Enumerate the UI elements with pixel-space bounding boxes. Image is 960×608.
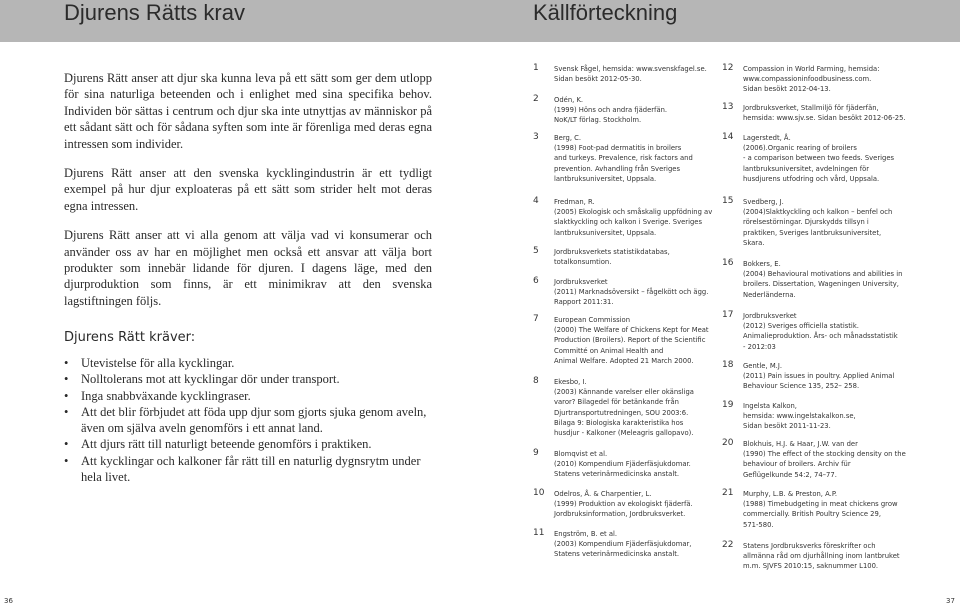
reference-number: 15 — [722, 196, 734, 206]
reference-number: 3 — [533, 132, 539, 142]
reference-number: 2 — [533, 94, 539, 104]
bullet-icon: • — [64, 372, 69, 387]
reference-number: 7 — [533, 314, 539, 324]
bullet-icon: • — [64, 388, 69, 403]
reference-number: 4 — [533, 196, 539, 206]
reference-number: 17 — [722, 310, 734, 320]
reference-number: 9 — [533, 448, 539, 458]
list-item: • Utevistelse för alla kycklingar. — [64, 356, 235, 370]
list-item: • Att djurs rätt till naturligt beteende genomförs i praktiken. — [64, 437, 372, 452]
paragraph-1: Djurens Rätt anser att djur ska kunna leva på ett sätt som ger dem utlopp för sina naturliga beteenden och i enlighet med sina specifika behov. Individen bör sättas i centrum och djur ska inte utnyttjas av människor på ett sådant sätt och för sådana syften som inte är förenliga med deras egna intressen som individer. — [64, 71, 432, 151]
list-item: • Att kycklingar och kalkoner får rätt till en naturlig dygnsrytm under hela livet. — [64, 453, 421, 485]
reference-number: 6 — [533, 276, 539, 286]
body-text — [64, 70, 432, 322]
requirements-list — [64, 355, 432, 485]
reference-number: 22 — [722, 540, 734, 550]
reference-number: 14 — [722, 132, 734, 142]
reference-number: 18 — [722, 360, 734, 370]
reference-number: 11 — [533, 528, 545, 538]
reference-number: 20 — [722, 438, 734, 448]
bullet-icon: • — [64, 356, 69, 370]
reference-number: 1 — [533, 63, 539, 73]
right-page-title: Källförteckning — [533, 0, 678, 25]
list-item: • Nolltolerans mot att kycklingar dör under transport. — [64, 372, 340, 387]
reference-number: 8 — [533, 376, 539, 386]
reference-number: 10 — [533, 488, 545, 498]
list-item: • Att det blir förbjudet att föda upp djur som gjorts sjuka genom aveln, även om själva aveln genomförs i ett annat land. — [64, 404, 427, 436]
reference-number: 19 — [722, 400, 734, 410]
bullet-icon: • — [64, 437, 69, 452]
bullet-icon: • — [64, 404, 69, 419]
list-item: • Inga snabbväxande kycklingraser. — [64, 388, 251, 403]
reference-number: 13 — [722, 102, 734, 112]
page-number-right: 37 — [946, 597, 955, 605]
paragraph-2: Djurens Rätt anser att den svenska kycklingindustrin är ett tydligt exempel på hur djur exploateras på ett sätt som strider helt mot deras egna intressen. — [64, 166, 432, 213]
reference-number: 21 — [722, 488, 734, 498]
paragraph-3: Djurens Rätt anser att vi alla genom att välja vad vi konsumerar och använder oss av har en möjlighet men också ett ansvar att välja bort produkter som innebär lidande för djuren. I dagens läge, med den djurproduktion som finns, är ett minimikrav att den svenska lagstiftningen följs. — [64, 228, 432, 308]
left-page-title: Djurens Rätts krav — [64, 0, 245, 25]
requirements-heading: Djurens Rätt kräver: — [64, 330, 196, 345]
reference-number: 5 — [533, 246, 539, 256]
page-number-left: 36 — [4, 597, 13, 605]
header-bar — [0, 0, 960, 42]
bullet-icon: • — [64, 453, 69, 468]
reference-number: 12 — [722, 63, 734, 73]
reference-number: 16 — [722, 258, 734, 268]
